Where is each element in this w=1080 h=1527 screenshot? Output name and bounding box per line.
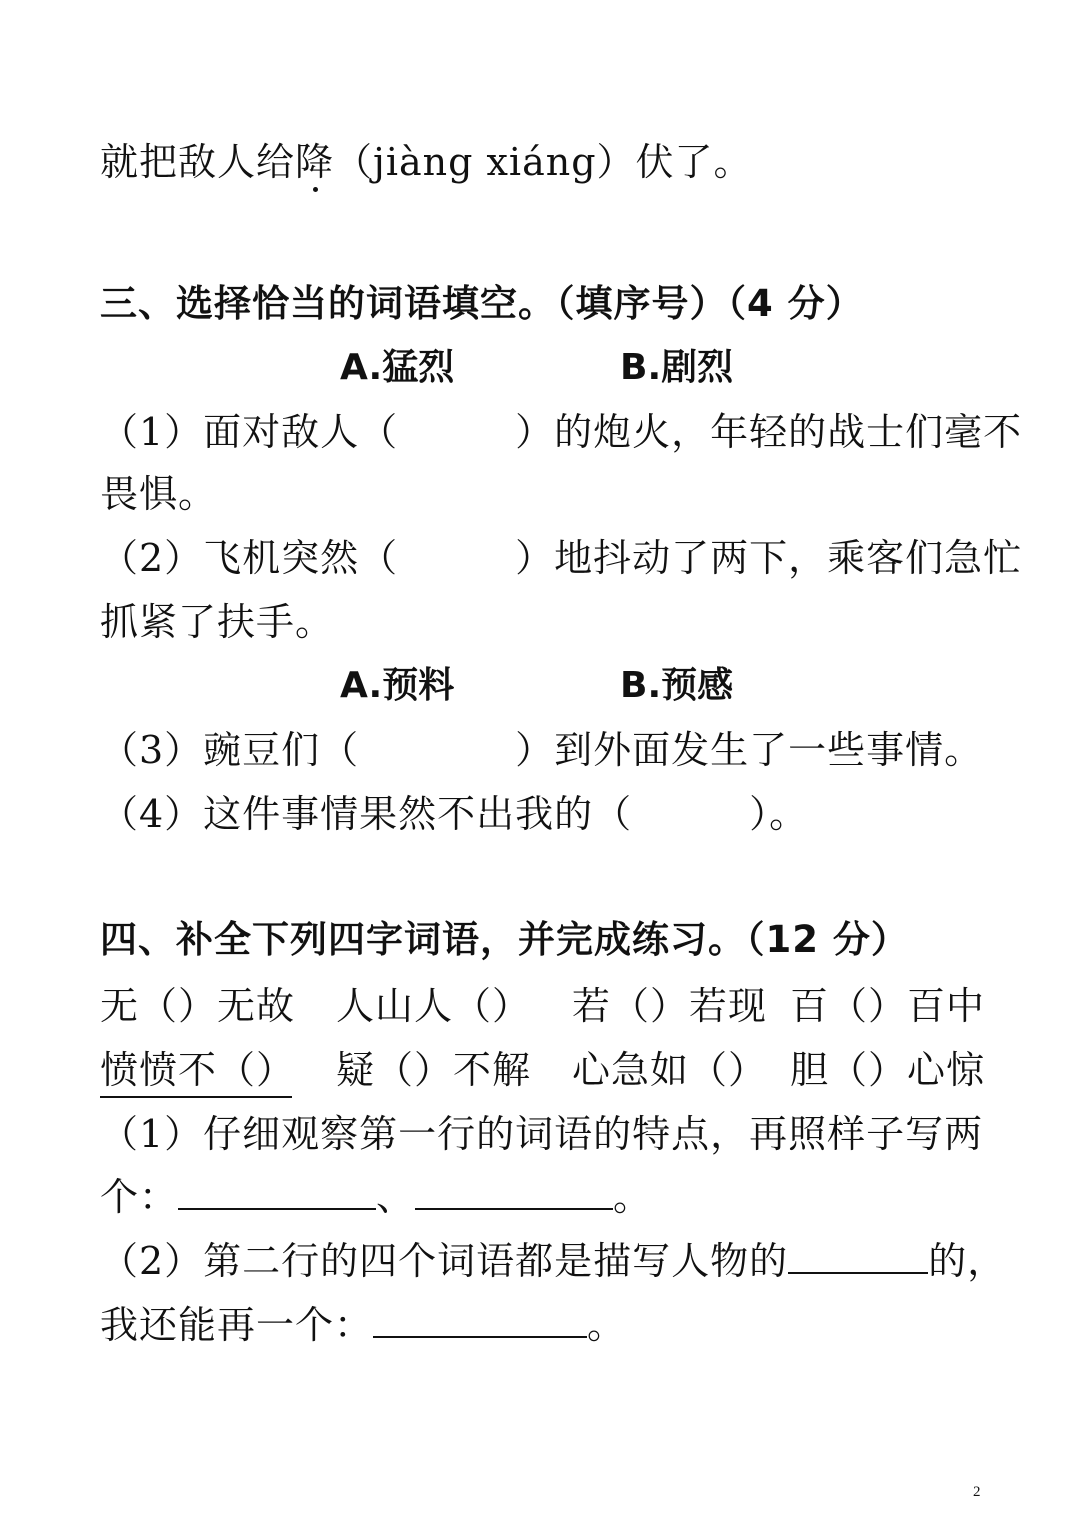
idiom-row2-3: 心急如（）	[572, 1048, 768, 1092]
p1-line1: （1）仔细观察第一行的词语的特点，再照样子写两	[100, 1112, 984, 1156]
answer-blank-1[interactable]	[178, 1172, 376, 1210]
top-line-pre: 就把敌人给	[100, 140, 296, 184]
q3-line: （3）豌豆们（ ）到外面发生了一些事情。	[100, 728, 984, 772]
option-a-menglie: A.猛烈	[340, 347, 455, 388]
p2-line2	[100, 1300, 626, 1349]
q2-line1: （2）飞机突然（ ）地抖动了两下，乘客们急忙	[100, 536, 1023, 580]
p2-line2-end: 。	[587, 1303, 627, 1347]
option-b-julie: B.剧烈	[620, 347, 734, 388]
p2-end: 的，	[928, 1239, 1007, 1283]
idiom-row2-4: 胆（）心惊	[790, 1048, 986, 1092]
idiom-row1-4: 百（）百中	[790, 984, 986, 1028]
answer-blank-2[interactable]	[415, 1172, 613, 1210]
p2-line1	[100, 1236, 1006, 1285]
p1-line2	[100, 1172, 652, 1221]
idiom-row2-1: 愤愤不（）	[100, 1046, 292, 1098]
p1-end: 。	[613, 1175, 653, 1219]
p2-line2-prefix: 我还能再一个：	[100, 1303, 374, 1347]
section3-title: 三、选择恰当的词语填空。（填序号）（4 分）	[100, 282, 864, 325]
idiom-row1-1: 无（）无故	[100, 984, 296, 1028]
answer-blank-4[interactable]	[373, 1300, 587, 1338]
top-line	[100, 138, 753, 186]
p1-prefix: 个：	[100, 1175, 179, 1219]
option-a-yuliao: A.预料	[340, 665, 455, 706]
dotted-char: 降	[295, 140, 335, 184]
q1-line1: （1）面对敌人（ ）的炮火，年轻的战士们毫不	[100, 410, 1023, 454]
idiom-row2-2: 疑（）不解	[336, 1048, 532, 1092]
option-b-yugan: B.预感	[620, 665, 734, 706]
idiom-row1-2: 人山人（）	[336, 984, 532, 1028]
answer-blank-3[interactable]	[788, 1236, 928, 1274]
section4-title: 四、补全下列四字词语，并完成练习。（12 分）	[100, 918, 909, 961]
page-number: 2	[973, 1484, 981, 1500]
p2-prefix: （2）第二行的四个词语都是描写人物的	[100, 1239, 789, 1283]
idiom-row1-3: 若（）若现	[572, 984, 768, 1028]
top-line-post: （jiàng xiáng）伏了。	[334, 140, 753, 184]
q4-line: （4）这件事情果然不出我的（ ）。	[100, 792, 809, 836]
p1-separator: 、	[376, 1175, 416, 1219]
q1-line2: 畏惧。	[100, 472, 218, 516]
q2-line2: 抓紧了扶手。	[100, 600, 335, 644]
